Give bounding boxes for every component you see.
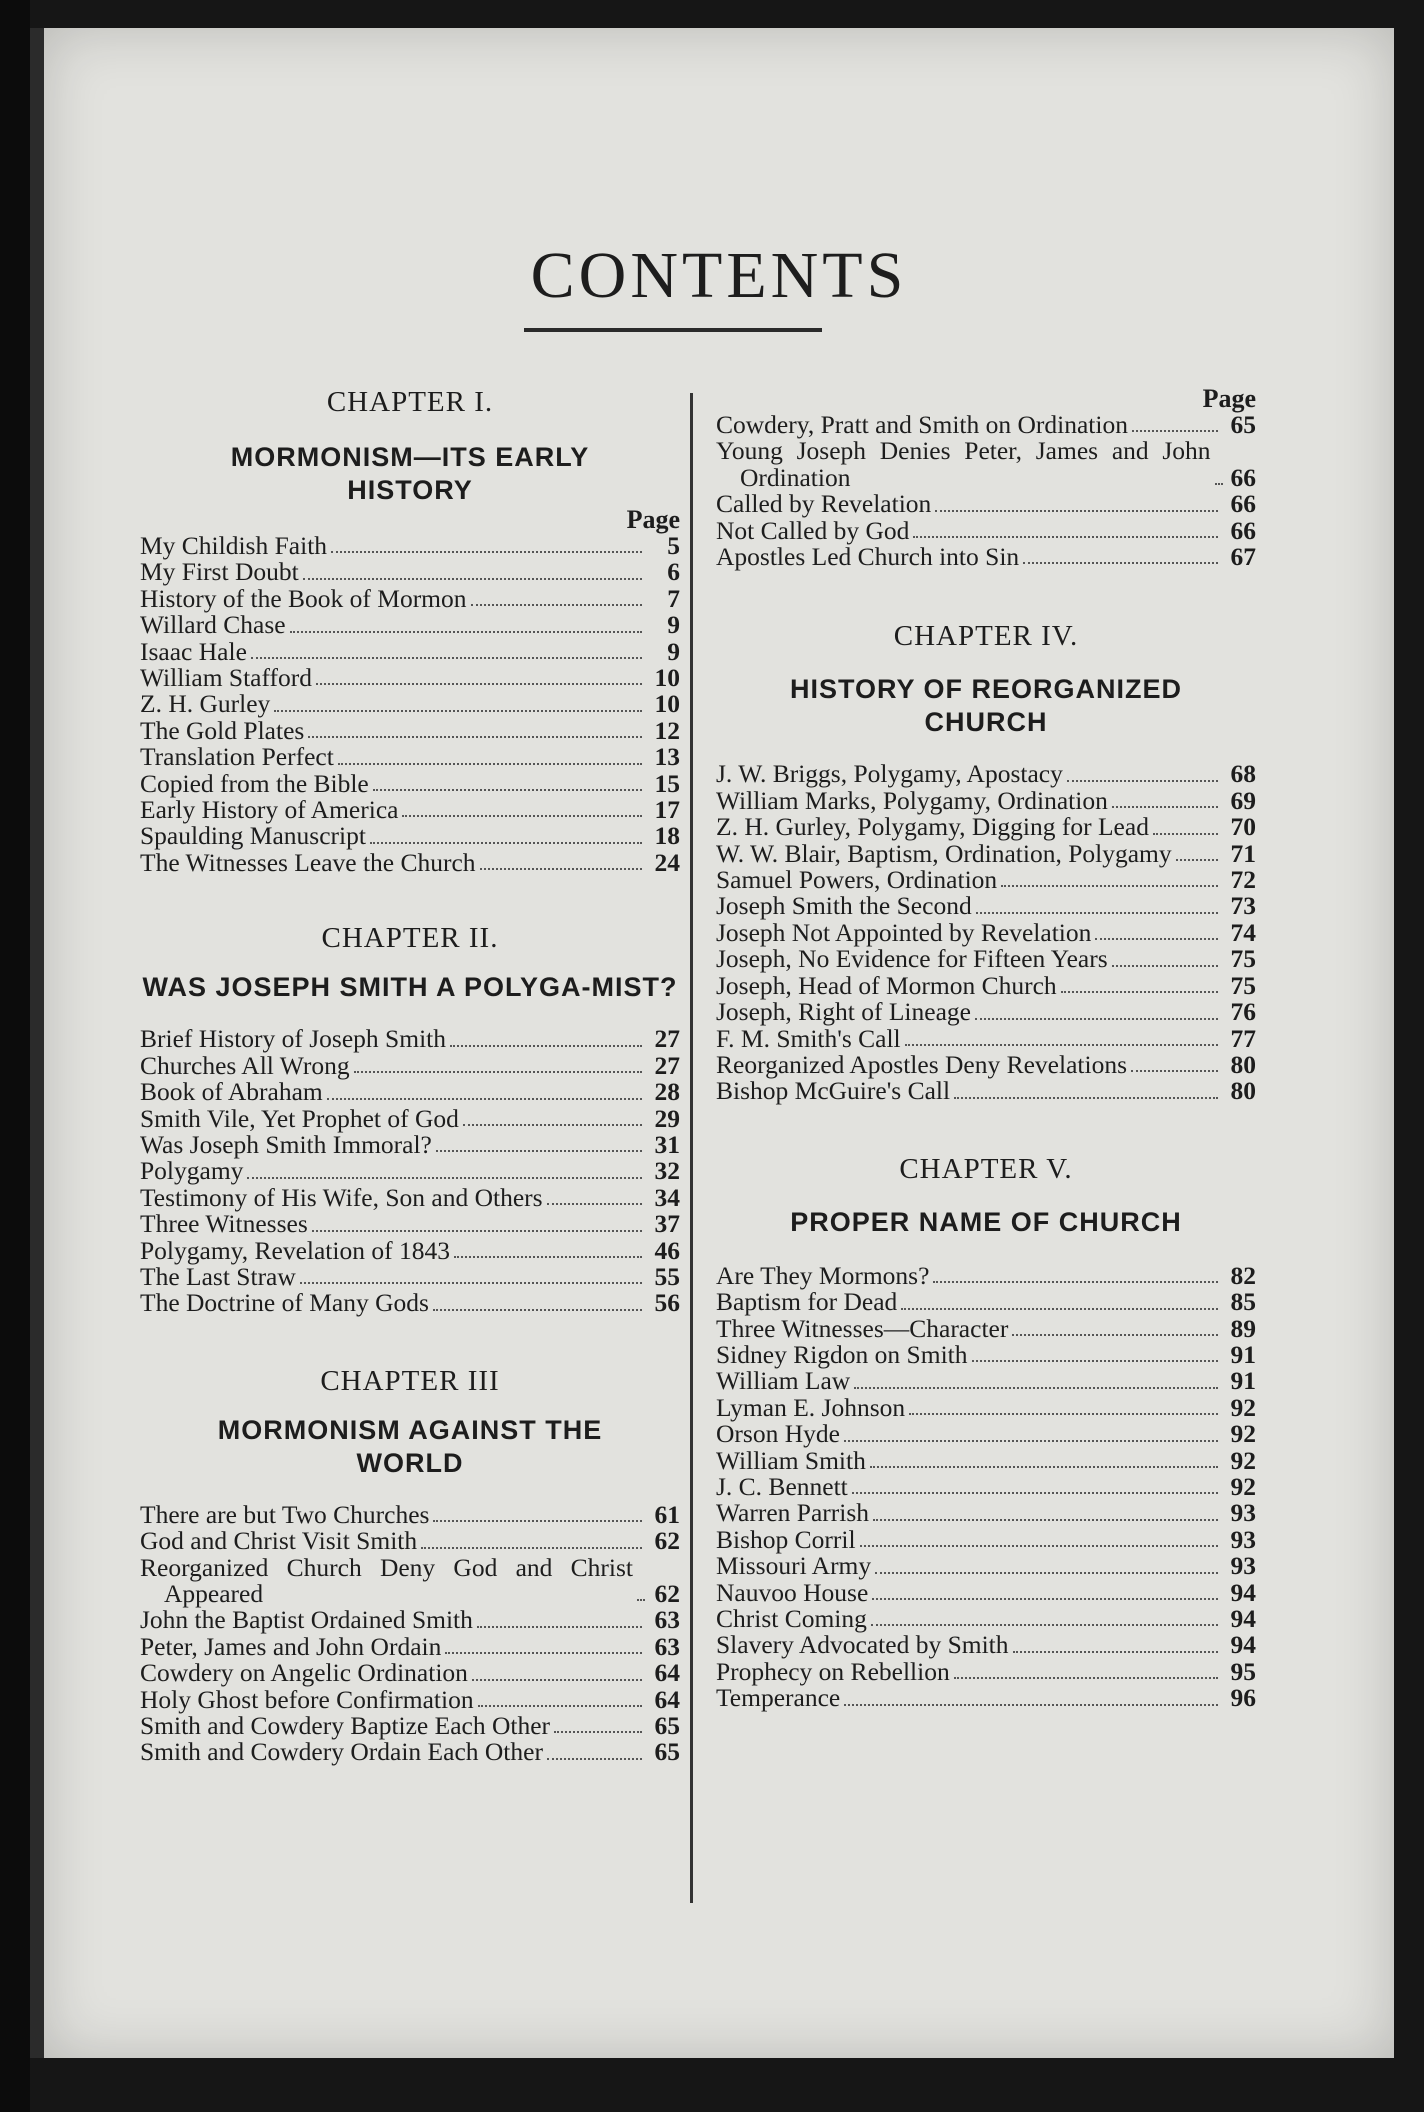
toc-entry-title: Nauvoo House: [716, 1577, 869, 1607]
dot-leader: [477, 1626, 642, 1628]
toc-list: [716, 1260, 1256, 1713]
toc-entry: [140, 636, 680, 666]
title-rule: [524, 328, 822, 332]
toc-entry-title: Not Called by God: [716, 515, 910, 545]
toc-entry: [716, 1313, 1256, 1343]
toc-entry-title: William Law: [716, 1366, 851, 1396]
dot-leader: [402, 815, 642, 817]
toc-entry-title: Brief History of Joseph Smith: [140, 1024, 446, 1054]
chapter-label: CHAPTER I.: [326, 386, 494, 418]
toc-list: [716, 412, 1256, 570]
toc-entry-page: 7: [667, 583, 680, 613]
dot-leader: [463, 1124, 642, 1126]
toc-entry-page: 93: [1230, 1498, 1256, 1528]
toc-entry-title: Bishop Corril: [716, 1524, 856, 1554]
chapter-label: CHAPTER IV.: [893, 620, 1079, 653]
toc-entry-page: 9: [667, 610, 680, 640]
toc-entry-title: The Gold Plates: [140, 715, 305, 745]
dot-leader: [972, 1360, 1219, 1362]
toc-entry: [140, 533, 680, 559]
toc-entry: [140, 691, 680, 717]
dot-leader: [913, 536, 1218, 538]
toc-entry-page: 71: [1230, 838, 1256, 868]
dot-leader: [873, 1519, 1218, 1521]
dot-leader: [308, 736, 642, 738]
toc-entry-page: 17: [654, 795, 680, 825]
toc-entry-page: 67: [1230, 542, 1256, 572]
toc-entry-page: 94: [1230, 1577, 1256, 1607]
toc-entry-title: Reorganized Apostles Deny Revelations: [716, 1049, 1127, 1079]
toc-entry-page: 91: [1230, 1366, 1256, 1396]
toc-entry-title: Called by Revelation: [716, 489, 932, 519]
toc-entry-page: 29: [654, 1103, 680, 1133]
toc-list: [716, 761, 1256, 1104]
toc-entry-page: 32: [654, 1156, 680, 1186]
toc-entry: [140, 847, 680, 877]
toc-entry: [716, 867, 1256, 893]
toc-entry-page: 65: [654, 1711, 680, 1740]
dot-leader: [1061, 991, 1218, 993]
dot-leader: [844, 1440, 1218, 1442]
dot-leader: [933, 1281, 1218, 1283]
toc-entry-page: 93: [1230, 1524, 1256, 1554]
toc-entry: [716, 1606, 1256, 1632]
toc-entry: [716, 1524, 1256, 1554]
toc-entry: [716, 544, 1256, 570]
toc-entry: [716, 838, 1256, 868]
toc-entry: [716, 814, 1256, 840]
toc-entry-title: J. C. Bennett: [716, 1471, 848, 1501]
toc-entry-title: Joseph, Head of Mormon Church: [716, 970, 1057, 1000]
toc-entry-title: Peter, James and John Ordain: [140, 1631, 442, 1661]
toc-entry-page: 9: [667, 636, 680, 666]
toc-entry: [716, 1577, 1256, 1607]
toc-entry-title: William Stafford: [140, 663, 313, 693]
toc-entry: [716, 1049, 1256, 1079]
toc-entry-title: Polygamy: [140, 1156, 244, 1186]
toc-entry-page: 63: [654, 1631, 680, 1661]
toc-entry-title: Cowdery, Pratt and Smith on Ordination: [716, 410, 1128, 439]
dot-leader: [1095, 938, 1218, 940]
dot-leader: [331, 551, 642, 553]
toc-entry: [140, 797, 680, 823]
dot-leader: [871, 1624, 1218, 1626]
toc-entry-page: 92: [1230, 1392, 1256, 1422]
dot-leader: [354, 1071, 642, 1073]
toc-entry-title: Christ Coming: [716, 1604, 867, 1633]
contents-page: [30, 28, 1394, 2058]
toc-entry-title: Are They Mormons?: [716, 1260, 930, 1290]
left-column: [140, 386, 680, 1766]
dot-leader: [547, 1758, 642, 1760]
toc-entry-title: My First Doubt: [140, 557, 299, 587]
toc-entry: [716, 1392, 1256, 1422]
toc-entry: [716, 946, 1256, 972]
toc-entry-title: Was Joseph Smith Immoral?: [140, 1129, 432, 1159]
toc-entry-title: Samuel Powers, Ordination: [716, 865, 998, 895]
dot-leader: [433, 1520, 642, 1522]
dot-leader: [1023, 562, 1218, 564]
page-title: CONTENTS: [530, 239, 908, 312]
toc-entry: [140, 612, 680, 638]
toc-entry-page: 31: [654, 1129, 680, 1159]
toc-entry: [716, 491, 1256, 517]
toc-entry-page: 62: [654, 1578, 680, 1608]
dot-leader: [854, 1387, 1218, 1389]
toc-entry-page: 63: [654, 1605, 680, 1635]
toc-entry: [140, 1684, 680, 1714]
right-column: [716, 386, 1256, 1712]
dot-leader: [247, 1177, 642, 1179]
toc-entry-page: 24: [654, 847, 680, 877]
toc-entry-title: Spaulding Manuscript: [140, 821, 366, 851]
toc-entry-title: Testimony of His Wife, Son and Others: [140, 1182, 543, 1212]
toc-entry-page: 18: [654, 821, 680, 851]
toc-entry-title: Young Joseph Denies Peter, James and John Ordination: [716, 436, 1211, 492]
toc-entry-page: 70: [1230, 812, 1256, 842]
toc-entry: [140, 1607, 680, 1633]
toc-entry: [140, 1026, 680, 1052]
dot-leader: [975, 1018, 1218, 1020]
dot-leader: [954, 1097, 1218, 1099]
toc-entry-title: Joseph Smith the Second: [716, 891, 972, 921]
toc-entry-title: Joseph, No Evidence for Fifteen Years: [716, 944, 1108, 974]
toc-entry-page: 93: [1230, 1551, 1256, 1581]
toc-entry-title: Joseph, Right of Lineage: [716, 997, 971, 1027]
dot-leader: [472, 1679, 642, 1681]
toc-entry: [140, 1499, 680, 1529]
toc-entry-title: The Doctrine of Many Gods: [140, 1288, 429, 1318]
toc-entry-title: History of the Book of Mormon: [140, 583, 467, 613]
toc-entry-page: 96: [1230, 1683, 1256, 1713]
toc-entry-page: 27: [654, 1050, 680, 1080]
dot-leader: [1012, 1334, 1218, 1336]
toc-entry-title: My Childish Faith: [140, 531, 328, 560]
toc-entry: [716, 1260, 1256, 1290]
toc-entry: [140, 665, 680, 691]
toc-entry-page: 46: [654, 1235, 680, 1265]
toc-entry: [140, 1079, 680, 1105]
dot-leader: [480, 868, 642, 870]
toc-entry-title: Prophecy on Rebellion: [716, 1656, 950, 1686]
dot-leader: [421, 1547, 642, 1549]
toc-entry-page: 80: [1230, 1049, 1256, 1079]
dot-leader: [870, 1466, 1218, 1468]
dot-leader: [909, 1413, 1218, 1415]
chapter-label: CHAPTER III: [320, 1364, 500, 1397]
toc-entry: [716, 515, 1256, 545]
toc-entry: [140, 559, 680, 585]
dot-leader: [1131, 1070, 1218, 1072]
toc-entry-page: 56: [654, 1288, 680, 1318]
dot-leader: [860, 1545, 1218, 1547]
toc-entry: [716, 1368, 1256, 1394]
toc-entry: [716, 438, 1256, 491]
toc-entry-page: 92: [1230, 1445, 1256, 1475]
toc-entry-title: Smith and Cowdery Baptize Each Other: [140, 1711, 551, 1740]
toc-entry: [716, 1685, 1256, 1711]
dot-leader: [901, 1308, 1218, 1310]
toc-entry-page: 80: [1230, 1076, 1256, 1106]
toc-entry-page: 82: [1230, 1260, 1256, 1290]
toc-entry-title: Holy Ghost before Confirmation: [140, 1684, 474, 1714]
toc-entry: [140, 715, 680, 745]
toc-entry-page: 64: [654, 1684, 680, 1714]
toc-entry: [716, 893, 1256, 919]
toc-entry-page: 69: [1230, 785, 1256, 815]
chapter-label: CHAPTER V.: [899, 1152, 1073, 1185]
toc-entry-title: Smith Vile, Yet Prophet of God: [140, 1103, 459, 1133]
toc-entry: [716, 1339, 1256, 1369]
toc-entry-title: Z. H. Gurley, Polygamy, Digging for Lead: [716, 812, 1149, 842]
toc-entry: [140, 1660, 680, 1686]
toc-entry: [140, 1103, 680, 1133]
toc-entry: [716, 761, 1256, 787]
toc-entry: [716, 1421, 1256, 1447]
dot-leader: [316, 683, 642, 685]
toc-entry: [140, 583, 680, 613]
toc-list: [140, 1499, 680, 1767]
toc-entry-page: 13: [654, 742, 680, 772]
dot-leader: [547, 1203, 642, 1205]
toc-entry-title: W. W. Blair, Baptism, Ordination, Polygamy: [716, 838, 1172, 868]
toc-entry-page: 55: [654, 1261, 680, 1291]
toc-entry-page: 76: [1230, 997, 1256, 1027]
toc-entry-title: Cowdery on Angelic Ordination: [140, 1658, 468, 1688]
toc-entry: [140, 1552, 680, 1608]
toc-entry: [140, 1631, 680, 1661]
toc-entry-title: Bishop McGuire's Call: [716, 1076, 951, 1106]
toc-entry: [140, 1182, 680, 1212]
toc-entry-title: J. W. Briggs, Polygamy, Apostacy: [716, 759, 1063, 789]
toc-entry: [140, 1261, 680, 1291]
toc-entry-title: Baptism for Dead: [716, 1287, 898, 1317]
toc-entry-title: Churches All Wrong: [140, 1050, 350, 1080]
toc-entry: [140, 1739, 680, 1765]
toc-entry: [140, 1528, 680, 1554]
toc-entry-title: Isaac Hale: [140, 636, 247, 666]
toc-entry-title: Copied from the Bible: [140, 768, 369, 798]
toc-entry-page: 91: [1230, 1339, 1256, 1369]
toc-entry-title: There are but Two Churches: [140, 1499, 430, 1529]
toc-entry: [716, 999, 1256, 1025]
dot-leader: [637, 1599, 645, 1601]
chapter-title: PROPER NAME OF CHURCH: [790, 1206, 1182, 1237]
toc-entry-page: 34: [654, 1182, 680, 1212]
dot-leader: [935, 510, 1218, 512]
chapter-label: CHAPTER II.: [321, 922, 499, 955]
toc-entry-page: 73: [1230, 891, 1256, 921]
toc-list: [140, 1026, 680, 1316]
toc-entry: [716, 1289, 1256, 1315]
dot-leader: [338, 763, 642, 765]
toc-entry: [716, 412, 1256, 438]
chapter-title: HISTORY OF REORGANIZED CHURCH: [789, 674, 1183, 738]
toc-entry-title: Polygamy, Revelation of 1843: [140, 1235, 450, 1265]
toc-entry-page: 12: [654, 715, 680, 745]
toc-entry-page: 62: [654, 1526, 680, 1556]
dot-leader: [872, 1598, 1218, 1600]
dot-leader: [290, 631, 642, 633]
dot-leader: [844, 1704, 1218, 1706]
toc-entry-page: 66: [1230, 515, 1256, 545]
toc-entry: [140, 768, 680, 798]
toc-entry: [140, 1050, 680, 1080]
toc-entry-title: Warren Parrish: [716, 1498, 870, 1528]
toc-entry-page: 77: [1230, 1023, 1256, 1053]
page-column-header: Page: [1202, 384, 1256, 413]
toc-entry: [716, 1023, 1256, 1053]
toc-entry-page: 37: [654, 1209, 680, 1239]
toc-entry-page: 85: [1230, 1287, 1256, 1317]
dot-leader: [1176, 859, 1218, 861]
toc-entry-title: F. M. Smith's Call: [716, 1023, 901, 1053]
dot-leader: [445, 1652, 642, 1654]
toc-entry-title: Z. H. Gurley: [140, 689, 271, 719]
dot-leader: [852, 1492, 1218, 1494]
toc-entry-title: Smith and Cowdery Ordain Each Other: [140, 1737, 543, 1767]
toc-entry: [140, 1290, 680, 1316]
dot-leader: [436, 1150, 642, 1152]
toc-entry-title: Book of Abraham: [140, 1077, 323, 1107]
toc-entry-title: Sidney Rigdon on Smith: [716, 1339, 968, 1369]
toc-entry: [140, 744, 680, 770]
toc-entry-title: The Witnesses Leave the Church: [140, 847, 476, 877]
toc-entry: [716, 1656, 1256, 1686]
column-divider: [690, 393, 693, 1903]
toc-entry: [716, 1078, 1256, 1104]
toc-entry-title: Missouri Army: [716, 1551, 872, 1581]
toc-entry-title: William Marks, Polygamy, Ordination: [716, 785, 1108, 815]
dot-leader: [251, 657, 642, 659]
dot-leader: [954, 1677, 1218, 1679]
dot-leader: [312, 1230, 642, 1232]
toc-entry: [140, 1129, 680, 1159]
dot-leader: [373, 789, 642, 791]
toc-entry: [140, 1158, 680, 1184]
chapter-title: MORMONISM AGAINST THE WORLD: [217, 1414, 603, 1478]
toc-entry: [716, 1632, 1256, 1658]
dot-leader: [905, 1044, 1218, 1046]
chapter-title: MORMONISM—ITS EARLY HISTORY: [230, 442, 590, 505]
toc-entry-title: Early History of America: [140, 795, 399, 825]
dot-leader: [454, 1256, 642, 1258]
toc-entry-page: 27: [654, 1024, 680, 1054]
toc-entry-page: 92: [1230, 1471, 1256, 1501]
toc-entry-title: Slavery Advocated by Smith: [716, 1630, 1009, 1660]
dot-leader: [1112, 965, 1218, 967]
page-column-header: Page: [626, 505, 680, 534]
toc-entry-title: Three Witnesses—Character: [716, 1313, 1009, 1343]
toc-entry: [140, 823, 680, 849]
dot-leader: [274, 710, 642, 712]
toc-list: [140, 533, 680, 876]
toc-entry-page: 65: [654, 1737, 680, 1767]
toc-entry-page: 72: [1230, 865, 1256, 895]
toc-entry-page: 6: [667, 557, 680, 587]
toc-entry-page: 74: [1230, 917, 1256, 947]
dot-leader: [478, 1705, 642, 1707]
toc-entry: [716, 1500, 1256, 1526]
dot-leader: [1001, 885, 1218, 887]
toc-entry-title: Orson Hyde: [716, 1419, 840, 1449]
dot-leader: [1067, 780, 1218, 782]
toc-entry: [716, 970, 1256, 1000]
toc-entry-title: Reorganized Church Deny God and Christ Appeared: [140, 1552, 633, 1608]
toc-entry-page: 94: [1230, 1630, 1256, 1660]
dot-leader: [976, 912, 1218, 914]
toc-entry: [716, 1445, 1256, 1475]
toc-entry-page: 65: [1230, 410, 1256, 439]
chapter-title: WAS JOSEPH SMITH A POLYGA-MIST?: [142, 972, 678, 1003]
dot-leader: [1112, 806, 1218, 808]
toc-entry-title: Willard Chase: [140, 610, 286, 640]
toc-entry-page: 64: [654, 1658, 680, 1688]
book-spine-edge: [0, 0, 30, 2112]
toc-entry-page: 94: [1230, 1604, 1256, 1633]
dot-leader: [554, 1731, 642, 1733]
toc-entry-page: 15: [654, 768, 680, 798]
dot-leader: [471, 604, 642, 606]
toc-entry-page: 95: [1230, 1656, 1256, 1686]
toc-entry-title: Translation Perfect: [140, 742, 334, 772]
dot-leader: [300, 1282, 642, 1284]
toc-entry-title: Temperance: [716, 1683, 841, 1713]
toc-entry: [716, 1471, 1256, 1501]
toc-entry: [716, 785, 1256, 815]
toc-entry: [716, 1553, 1256, 1579]
toc-entry-title: Three Witnesses: [140, 1209, 308, 1239]
toc-entry-page: 92: [1230, 1419, 1256, 1449]
toc-entry-title: The Last Straw: [140, 1261, 296, 1291]
toc-entry-page: 61: [654, 1499, 680, 1529]
toc-entry-page: 89: [1230, 1313, 1256, 1343]
dot-leader: [1132, 430, 1218, 432]
toc-entry-page: 5: [667, 531, 680, 560]
toc-entry-title: Lyman E. Johnson: [716, 1392, 906, 1422]
dot-leader: [433, 1309, 642, 1311]
toc-entry-title: God and Christ Visit Smith: [140, 1526, 418, 1556]
toc-entry-title: Apostles Led Church into Sin: [716, 542, 1020, 572]
toc-entry: [140, 1713, 680, 1739]
dot-leader: [875, 1572, 1218, 1574]
toc-entry: [716, 917, 1256, 947]
toc-entry-title: William Smith: [716, 1445, 866, 1475]
dot-leader: [327, 1098, 642, 1100]
dot-leader: [303, 578, 642, 580]
toc-entry-title: John the Baptist Ordained Smith: [140, 1605, 473, 1635]
dot-leader: [370, 842, 642, 844]
toc-entry-page: 75: [1230, 944, 1256, 974]
toc-entry-page: 75: [1230, 970, 1256, 1000]
toc-entry-page: 68: [1230, 759, 1256, 789]
dot-leader: [450, 1045, 642, 1047]
toc-entry-page: 28: [654, 1077, 680, 1107]
dot-leader: [1215, 483, 1223, 485]
toc-entry: [140, 1211, 680, 1237]
toc-entry: [140, 1235, 680, 1265]
toc-entry-title: Joseph Not Appointed by Revelation: [716, 917, 1092, 947]
dot-leader: [1153, 833, 1218, 835]
toc-entry-page: 10: [654, 663, 680, 693]
toc-entry-page: 66: [1230, 462, 1256, 492]
toc-entry-page: 10: [654, 689, 680, 719]
dot-leader: [1013, 1651, 1218, 1653]
toc-entry-page: 66: [1230, 489, 1256, 519]
